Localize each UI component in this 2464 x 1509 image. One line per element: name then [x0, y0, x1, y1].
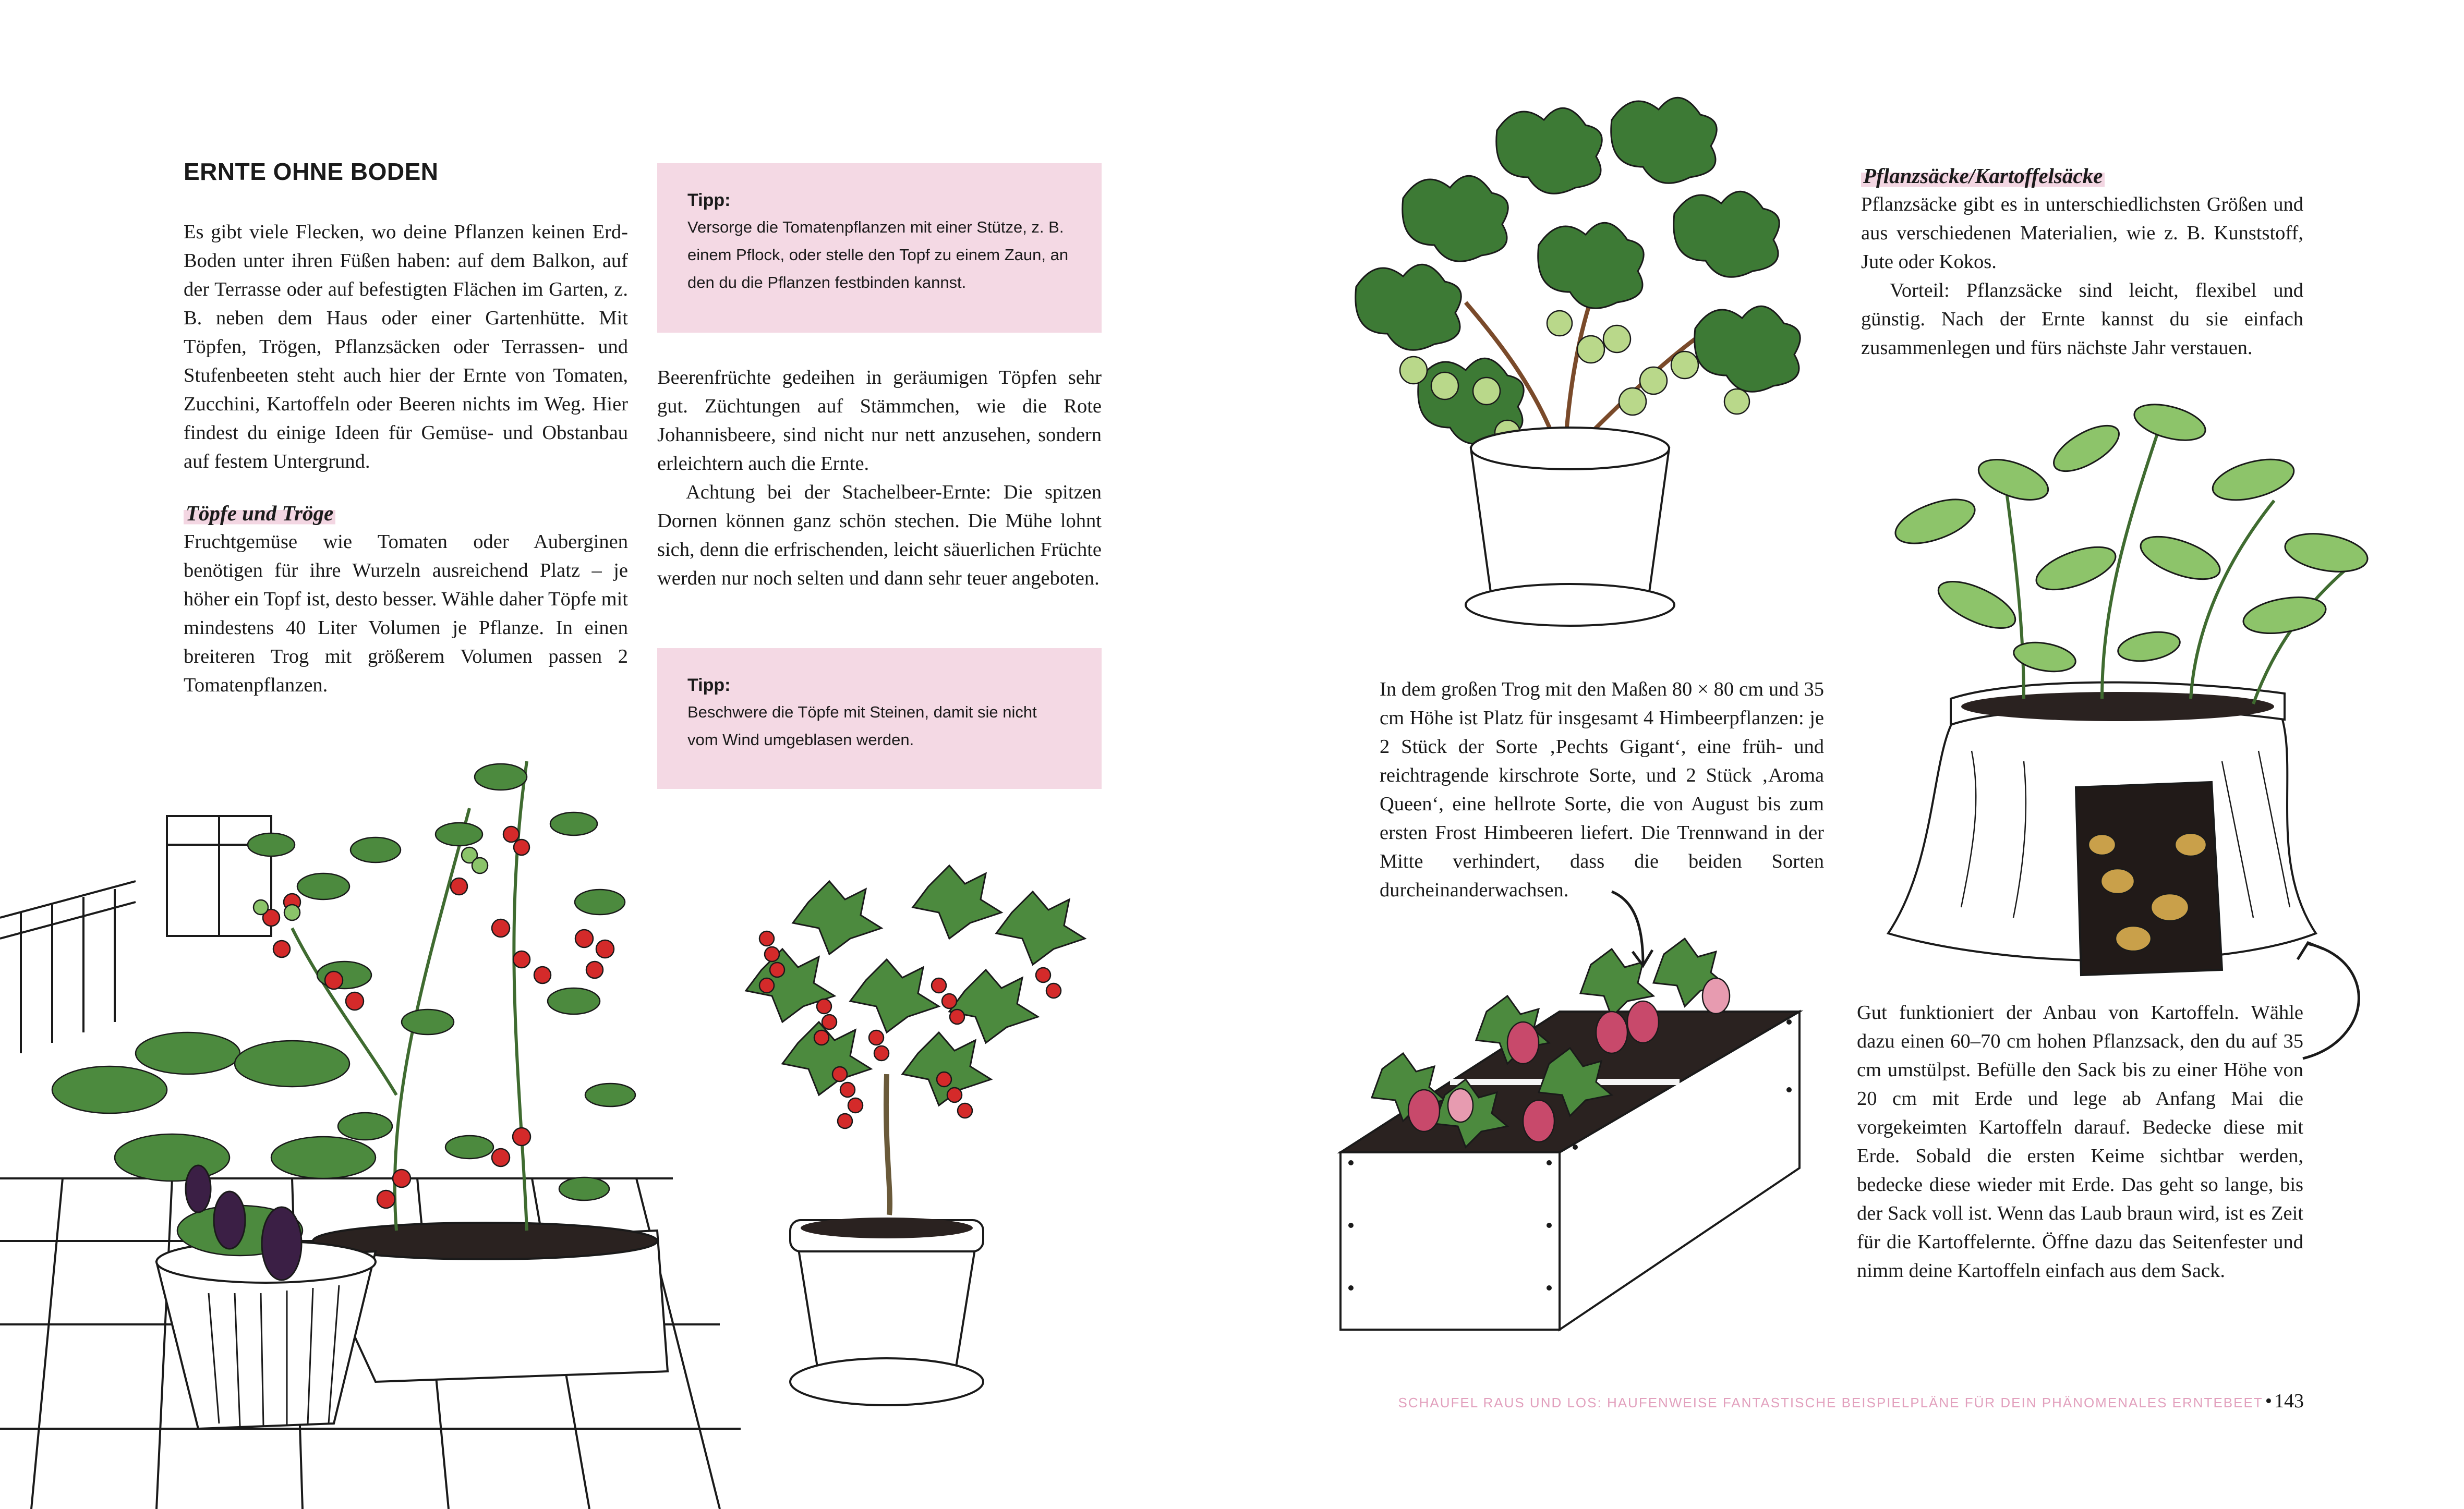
tip-box-1 [657, 163, 1102, 333]
section-title: ERNTE OHNE BODEN [184, 158, 439, 185]
pot-shape [1471, 448, 1669, 600]
page-number: 143 [2274, 1390, 2304, 1412]
tip-label: Tipp: [687, 675, 731, 695]
pflanzsaecke-paragraph [1861, 190, 2303, 362]
intro-paragraph [184, 218, 628, 476]
running-footer [1398, 1390, 2304, 1413]
trog-caption-text: In dem großen Trog mit den Maßen 80 × 80 cm und 35 cm Höhe ist Platz für insgesamt 4 Himbeerpflanzen: je 2 Stück der Sorte ‚Pechts Gigant‘, eine früh- und reichtragende kirschrote Sorte, und 2 Stück ‚Aroma Queen‘, eine hellrote Sorte, die von August bis zum ersten Frost Himbeeren liefert. Die Trennwand in der Mitte verhindert, dass die beiden Sorten durcheinanderwachsen. [1380, 678, 1824, 901]
subheading-toepfe: Töpfe und Tröge [184, 499, 335, 528]
footer-text: SCHAUFEL RAUS UND LOS: HAUFENWEISE FANTASTISCHE BEISPIELPLÄNE FÜR DEIN PHÄNOMENALES ERNTEBEET [1398, 1395, 2263, 1410]
tip-text: Beschwere die Töpfe mit Steinen, damit sie nicht vom Wind umgeblasen werden. [687, 703, 1037, 749]
berries-text-1: Beerenfrüchte gedeihen in geräumigen Töpfen sehr gut. Züchtungen auf Stämmchen, wie die Rote Johannisbeere, sind nicht nur nett anzusehen, sondern erleichtern auch die Ernte. [657, 367, 1102, 474]
intro-text: Es gibt viele Flecken, wo deine Pflanzen keinen Erd-Boden unter ihren Füßen haben: auf dem Balkon, auf der Terrasse oder auf befestigten Flächen im Garten, z. B. neben dem Haus oder einer Gartenhütte. Mit Töpfen, Trögen, Pflanzsäcken oder Terrassen- und Stufenbeeten steht auch hier der Ernte von Tomaten, Zucchini, Kartoffeln oder Beeren nichts im Weg. Hier findest du einige Ideen für Gemüse- und Obstanbau auf festem Untergrund. [184, 221, 628, 472]
berries-paragraph [657, 363, 1102, 593]
kartoffel-caption-text: Gut funktioniert der Anbau von Kartoffeln. Wähle dazu einen 60–70 cm hohen Pflanzsack, den du auf 35 cm umstülpst. Befülle den Sack bis zu einer Höhe von 20 cm mit Erde und lege ab Anfang Mai die vorgekeimten Kartoffeln darauf. Bedecke diese mit Erde. Sobald die ersten Keime sichtbar werden, bedecke diese wieder mit Erde. Das geht so lange, bis der Sack voll ist. Wenn das Laub braun wird, ist es Zeit für die Kartoffelernte. Öffne dazu das Seitenfester und nimm deine Kartoffeln einfach aus dem Sack. [1857, 1002, 2303, 1282]
subheading-pflanzsaecke: Pflanzsäcke/Kartoffelsäcke [1861, 162, 2105, 190]
tip-label: Tipp: [687, 190, 731, 210]
gooseberry-pot-illustration [1340, 78, 1810, 626]
toepfe-paragraph [184, 528, 628, 700]
toepfe-section [184, 499, 628, 700]
arrow-icon [2292, 933, 2386, 1069]
sack-window [2076, 782, 2222, 975]
pflanzsaecke-section [1861, 162, 2303, 362]
arrow-icon [1607, 886, 1659, 970]
kartoffel-caption [1857, 999, 2303, 1285]
red-currant-standard-pot-illustration [720, 855, 1137, 1408]
trog-caption [1380, 675, 1824, 905]
tip-text: Versorge die Tomatenpflanzen mit einer Stütze, z. B. einem Pflock, oder stelle den Topf zu einem Zaun, an den du die Pflanzen festbinden kannst. [687, 218, 1069, 291]
toepfe-text: Fruchtgemüse wie Tomaten oder Auberginen benötigen für ihre Wurzeln ausreichend Platz – je höher ein Topf ist, desto besser. Wähle daher Töpfe mit mindestens 40 Liter Volumen je Pflanze. In einen breiteren Trog mit größerem Volumen passen 2 Tomatenpflanzen. [184, 531, 628, 696]
potato-sack-illustration [1857, 386, 2399, 1012]
pflanzsaecke-text-2: Vorteil: Pflanzsäcke sind leicht, flexibel und günstig. Nach der Ernte kannst du sie einfach zusammenlegen und fürs nächste Jahr verstauen. [1861, 279, 2303, 359]
berries-text-2: Achtung bei der Stachelbeer-Ernte: Die spitzen Dornen können ganz schön stechen. Die Mühe lohnt sich, denn die erfrischenden, leicht säuerlichen Früchte werden nur noch selten und dann sehr teuer angeboten. [657, 481, 1102, 589]
pot-shape [798, 1246, 975, 1377]
raspberry-trough-illustration [1330, 933, 1826, 1340]
footer-bullet: • [2265, 1390, 2272, 1412]
trough-front [1340, 1152, 1560, 1330]
balcony-tomato-eggplant-illustration [0, 730, 741, 1509]
pflanzsaecke-text-1: Pflanzsäcke gibt es in unterschiedlichsten Größen und aus verschiedenen Materialien, wie z. B. Kunststoff, Jute oder Kokos. [1861, 193, 2303, 273]
